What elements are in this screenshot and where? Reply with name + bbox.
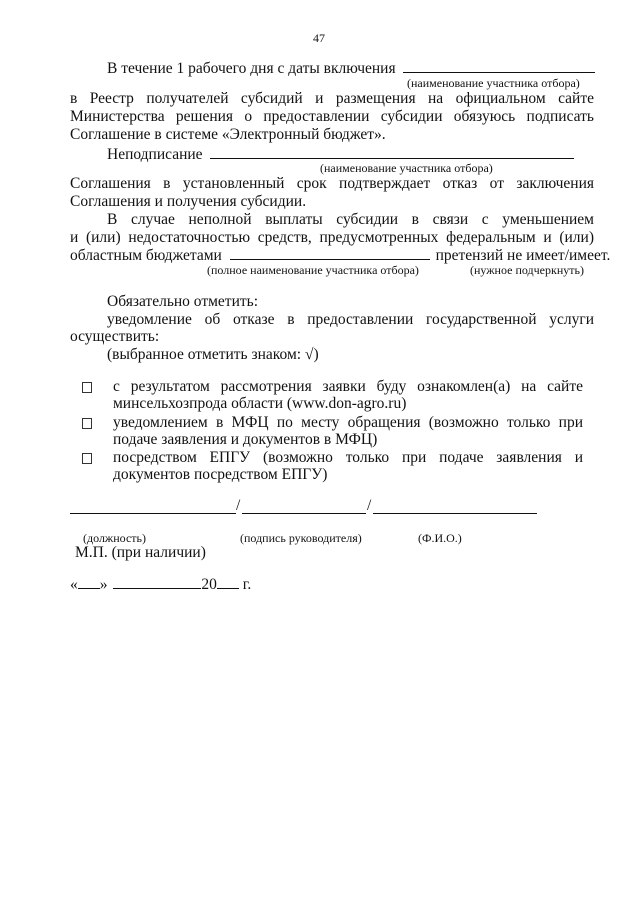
option-site-line2: минсельхозпрода области (www.don-agro.ru) — [113, 395, 407, 412]
month-blank[interactable] — [113, 575, 201, 589]
para1-line1-text: В течение 1 рабочего дня с даты включения — [107, 60, 396, 77]
option-epgu-line2: документов посредством ЕПГУ) — [113, 466, 328, 483]
para1-caption: (наименование участника отбора) — [407, 76, 580, 90]
option-epgu-line1: посредством ЕПГУ (возможно только при подаче заявления и — [113, 449, 583, 466]
year-suffix: г. — [242, 576, 252, 593]
notice-line1: уведомление об отказе в предоставлении государственной услуги — [107, 311, 594, 328]
notice-line2: осуществить: — [70, 328, 160, 345]
para2-line1-text: Неподписание — [107, 146, 203, 163]
position-line[interactable] — [70, 513, 236, 514]
date-open-quote: « — [70, 576, 78, 593]
para2-caption: (наименование участника отбора) — [320, 161, 493, 175]
notice-hint: (выбранное отметить знаком: √) — [107, 346, 319, 363]
claims-choice[interactable]: претензий не имеет/имеет. — [435, 247, 611, 264]
date-close-quote: » — [99, 576, 108, 593]
para3-line3-prefix: областным бюджетами — [70, 247, 222, 264]
option-site-line1: с результатом рассмотрения заявки буду ознакомлен(а) на сайте — [113, 378, 583, 395]
separator-2: / — [367, 497, 372, 514]
option-mfc-line1: уведомлением в МФЦ по месту обращения (возможно только при — [113, 414, 583, 431]
para2-line2: Соглашения в установленный срок подтверждает отказ от заключения — [70, 175, 594, 192]
para3-caption-left: (полное наименование участника отбора) — [207, 263, 419, 277]
para1-line1 — [107, 58, 595, 78]
option-checkbox-site[interactable] — [82, 382, 92, 393]
para3-line1: В случае неполной выплаты субсидии в связи с уменьшением — [107, 211, 594, 228]
notice-title: Обязательно отметить: — [107, 293, 259, 310]
caption-position: (должность) — [83, 531, 146, 545]
fullname-line[interactable] — [373, 513, 537, 514]
para1-line2: в Реестр получателей субсидий и размещения на официальном сайте — [70, 90, 594, 107]
caption-name: (Ф.И.О.) — [418, 531, 462, 545]
stamp-label: М.П. (при наличии) — [75, 544, 206, 561]
page-number: 47 — [313, 31, 325, 45]
option-checkbox-epgu[interactable] — [82, 453, 92, 464]
para1-line4: Соглашение в системе «Электронный бюджет». — [70, 126, 386, 143]
para3-line2: и (или) недостаточностью средств, предусмотренных федеральным и (или) — [70, 229, 594, 246]
option-mfc-line2: подаче заявления и документов в МФЦ) — [113, 431, 378, 448]
year-blank[interactable] — [217, 575, 239, 589]
date-line — [70, 575, 251, 594]
participant-name-blank-1[interactable] — [403, 58, 595, 73]
separator-1: / — [236, 497, 241, 514]
day-blank[interactable] — [78, 575, 100, 589]
signature-line[interactable] — [242, 513, 366, 514]
para3-caption-right: (нужное подчеркнуть) — [470, 263, 584, 277]
caption-signature: (подпись руководителя) — [240, 531, 362, 545]
para3-line3 — [70, 245, 611, 265]
para1-line3: Министерства решения о предоставлении субсидии обязуюсь подписать — [70, 108, 594, 125]
participant-name-blank-2[interactable] — [210, 144, 574, 159]
para2-line3: Соглашения и получения субсидии. — [70, 193, 307, 210]
option-checkbox-mfc[interactable] — [82, 418, 92, 429]
year-prefix: 20 — [201, 576, 217, 593]
participant-fullname-blank[interactable] — [230, 245, 430, 260]
